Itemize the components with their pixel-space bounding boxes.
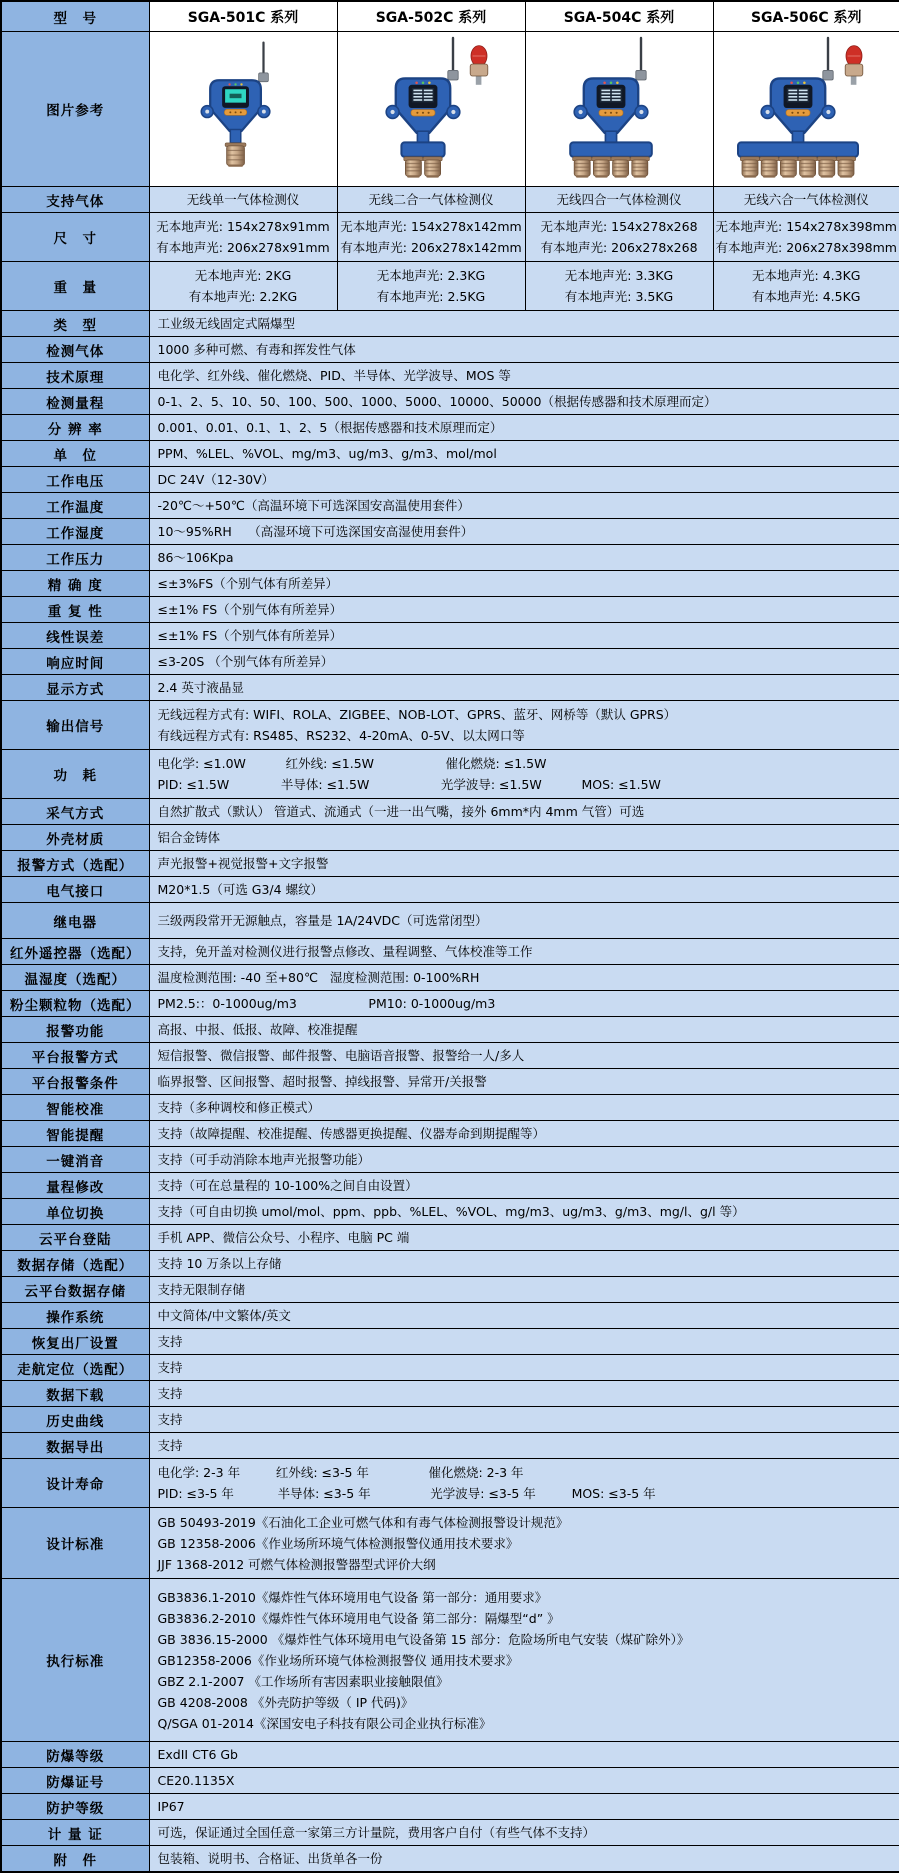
row-label: 报警方式（选配）	[1, 851, 149, 877]
spec-row-36	[1, 1225, 899, 1251]
spec-cell	[149, 1329, 899, 1355]
spec-cell	[149, 1277, 899, 1303]
row-label: 采气方式	[1, 799, 149, 825]
device-image-sga-506c	[718, 32, 894, 180]
device-image-cell-4	[713, 32, 899, 187]
spec-cell	[149, 363, 899, 389]
row-label: 继电器	[1, 903, 149, 939]
row-label: 电气接口	[1, 877, 149, 903]
header-model-sga-501c: SGA-501C 系列	[149, 1, 337, 32]
row-label: 工作温度	[1, 493, 149, 519]
row-label: 工作电压	[1, 467, 149, 493]
row-label: 工作湿度	[1, 519, 149, 545]
spec-text: 支持	[157, 1385, 183, 1401]
spec-text: GB 12358-2006《作业场所环境气体检测报警仪通用技术要求》	[157, 1535, 519, 1551]
spec-text: 支持（可在总量程的 10-100%之间自由设置）	[157, 1177, 418, 1193]
spec-row-32	[1, 1121, 899, 1147]
row-label: 类 型	[1, 311, 149, 337]
row-label: 显示方式	[1, 675, 149, 701]
spec-row-45	[1, 1459, 899, 1508]
spec-text: 临界报警、区间报警、超时报警、掉线报警、异常开/关报警	[157, 1073, 487, 1089]
spec-row-48	[1, 1742, 899, 1768]
spec-cell	[149, 1017, 899, 1043]
spec-row-31	[1, 1095, 899, 1121]
spec-cell	[149, 903, 899, 939]
spec-row-40	[1, 1329, 899, 1355]
spec-cell	[149, 1459, 899, 1508]
spec-cell	[713, 262, 899, 311]
spec-text: 0.001、0.01、0.1、1、2、5（根据传感器和技术原理而定）	[157, 419, 503, 435]
spec-cell	[149, 1433, 899, 1459]
spec-cell	[149, 311, 899, 337]
row-label: 尺 寸	[1, 213, 149, 262]
spec-row-44	[1, 1433, 899, 1459]
spec-text: 86～106Kpa	[157, 549, 234, 565]
device-image-cell-2	[337, 32, 525, 187]
spec-row-0	[1, 187, 899, 213]
spec-cell	[149, 389, 899, 415]
spec-text: 支持	[157, 1359, 183, 1375]
spec-row-35	[1, 1199, 899, 1225]
spec-row-27	[1, 991, 899, 1017]
spec-text: GBZ 2.1-2007 《工作场所有害因素职业接触限值》	[157, 1673, 449, 1689]
spec-text: 有本地声光: 206x278x268	[540, 240, 698, 255]
spec-row-49	[1, 1768, 899, 1794]
row-label: 线性误差	[1, 623, 149, 649]
spec-text: 支持（可手动消除本地声光报警功能）	[157, 1151, 371, 1167]
spec-text: 有本地声光: 206x278x91mm	[156, 240, 330, 255]
spec-text: JJF 1368-2012 可燃气体检测报警器型式评价大纲	[157, 1556, 436, 1572]
row-label: 重 复 性	[1, 597, 149, 623]
spec-row-22	[1, 851, 899, 877]
spec-row-12	[1, 545, 899, 571]
spec-text: 有本地声光: 3.5KG	[564, 289, 674, 304]
row-label: 计 量 证	[1, 1820, 149, 1846]
row-label: 粉尘颗粒物（选配）	[1, 991, 149, 1017]
spec-text: 自然扩散式（默认） 管道式、流通式（一进一出气嘴，接外 6mm*内 4mm 气管）可选	[157, 803, 645, 819]
row-label: 执行标准	[1, 1579, 149, 1742]
spec-row-33	[1, 1147, 899, 1173]
spec-cell	[149, 519, 899, 545]
spec-row-17	[1, 675, 899, 701]
row-label: 支持气体	[1, 187, 149, 213]
spec-text: Q/SGA 01-2014《深国安电子科技有限公司企业执行标准》	[157, 1715, 492, 1731]
spec-cell	[149, 441, 899, 467]
spec-text: 电化学: ≤1.0W 红外线: ≤1.5W 催化燃烧: ≤1.5W	[157, 756, 547, 771]
spec-row-42	[1, 1381, 899, 1407]
row-label: 数据下载	[1, 1381, 149, 1407]
row-label: 智能提醒	[1, 1121, 149, 1147]
header-model-sga-506c: SGA-506C 系列	[713, 1, 899, 32]
spec-text: -20℃～+50℃（高温环境下可选深国安高温使用套件）	[157, 497, 470, 513]
row-label: 防护等级	[1, 1794, 149, 1820]
image-row-label: 图片参考	[1, 32, 149, 187]
spec-text: 电化学: 2-3 年 红外线: ≤3-5 年 催化燃烧: 2-3 年	[157, 1465, 524, 1480]
spec-cell	[149, 1381, 899, 1407]
spec-cell	[149, 799, 899, 825]
spec-cell	[149, 1147, 899, 1173]
row-label: 功 耗	[1, 750, 149, 799]
spec-row-52	[1, 1846, 899, 1873]
spec-text: 支持（故障提醒、校准提醒、传感器更换提醒、仪器寿命到期提醒等）	[157, 1125, 546, 1141]
spec-row-8	[1, 441, 899, 467]
spec-row-3	[1, 311, 899, 337]
spec-cell	[149, 1121, 899, 1147]
spec-row-4	[1, 337, 899, 363]
header-model-label: 型 号	[1, 1, 149, 32]
spec-text: 支持无限制存储	[157, 1281, 246, 1297]
row-label: 附 件	[1, 1846, 149, 1873]
row-label: 检测量程	[1, 389, 149, 415]
spec-row-18	[1, 701, 899, 750]
device-image-sga-504c	[531, 32, 707, 180]
row-label: 输出信号	[1, 701, 149, 750]
image-row	[1, 32, 899, 187]
spec-cell	[149, 337, 899, 363]
spec-text: 电化学、红外线、催化燃烧、PID、半导体、光学波导、MOS 等	[157, 367, 511, 383]
spec-row-20	[1, 799, 899, 825]
device-image-sga-501c	[161, 37, 325, 175]
row-label: 技术原理	[1, 363, 149, 389]
spec-text: PID: ≤1.5W 半导体: ≤1.5W 光学波导: ≤1.5W MOS: ≤1.5W	[157, 777, 661, 792]
spec-cell	[149, 877, 899, 903]
spec-row-46	[1, 1508, 899, 1579]
spec-cell	[713, 187, 899, 213]
spec-cell	[149, 750, 899, 799]
spec-cell	[149, 187, 337, 213]
spec-text: 包装箱、说明书、合格证、出货单各一份	[157, 1850, 383, 1866]
spec-text: ≤±1% FS（个别气体有所差异）	[157, 627, 343, 643]
row-label: 工作压力	[1, 545, 149, 571]
spec-text: 支持（可自由切换 umol/mol、ppm、ppb、%LEL、%VOL、mg/m3、ug/m3、g/m3、mg/l、g/l 等）	[157, 1203, 745, 1219]
spec-text: GB3836.1-2010《爆炸性气体环境用电气设备 第一部分：通用要求》	[157, 1589, 548, 1605]
spec-row-1	[1, 213, 899, 262]
row-label: 数据导出	[1, 1433, 149, 1459]
spec-text: PID: ≤3-5 年 半导体: ≤3-5 年 光学波导: ≤3-5 年 MOS: ≤3-5 年	[157, 1486, 656, 1501]
spec-text: 无本地声光: 4.3KG	[752, 268, 861, 283]
row-label: 分 辨 率	[1, 415, 149, 441]
spec-cell	[149, 467, 899, 493]
spec-text: PM2.5:：0-1000ug/m3 PM10: 0-1000ug/m3	[157, 995, 496, 1011]
spec-table-body	[1, 187, 899, 1873]
row-label: 设计寿命	[1, 1459, 149, 1508]
spec-text: 支持	[157, 1437, 183, 1453]
spec-cell	[149, 1355, 899, 1381]
spec-row-10	[1, 493, 899, 519]
spec-cell	[149, 493, 899, 519]
spec-text: 有本地声光: 2.2KG	[188, 289, 298, 304]
spec-cell	[149, 1095, 899, 1121]
spec-cell	[149, 1199, 899, 1225]
spec-cell	[149, 1407, 899, 1433]
spec-row-2	[1, 262, 899, 311]
spec-row-15	[1, 623, 899, 649]
row-label: 报警功能	[1, 1017, 149, 1043]
spec-text: 温度检测范围: -40 至+80℃ 湿度检测范围: 0-100%RH	[157, 969, 480, 985]
spec-text: ≤±1% FS（个别气体有所差异）	[157, 601, 343, 617]
spec-row-6	[1, 389, 899, 415]
spec-row-13	[1, 571, 899, 597]
spec-text: 有本地声光: 2.5KG	[376, 289, 486, 304]
spec-text: M20*1.5（可选 G3/4 螺纹）	[157, 881, 324, 897]
row-label: 历史曲线	[1, 1407, 149, 1433]
spec-text: 无线二合一气体检测仪	[368, 191, 494, 207]
spec-text: 支持 10 万条以上存储	[157, 1255, 282, 1271]
spec-cell	[149, 415, 899, 441]
row-label: 精 确 度	[1, 571, 149, 597]
spec-text: 支持（多种调校和修正模式）	[157, 1099, 321, 1115]
spec-cell	[149, 1794, 899, 1820]
spec-cell	[149, 1508, 899, 1579]
spec-text: ExdII CT6 Gb	[157, 1746, 238, 1762]
row-label: 一键消音	[1, 1147, 149, 1173]
spec-row-19	[1, 750, 899, 799]
spec-text: 铝合金铸体	[157, 829, 221, 845]
row-label: 云平台登陆	[1, 1225, 149, 1251]
row-label: 防爆证号	[1, 1768, 149, 1794]
header-model-sga-504c: SGA-504C 系列	[525, 1, 713, 32]
spec-text: 无线单一气体检测仪	[186, 191, 300, 207]
spec-text: 支持	[157, 1333, 183, 1349]
spec-text: 三级两段常开无源触点，容量是 1A/24VDC（可选常闭型）	[157, 912, 488, 928]
spec-cell	[525, 213, 713, 262]
spec-text: PPM、%LEL、%VOL、mg/m3、ug/m3、g/m3、mol/mol	[157, 445, 497, 461]
spec-text: 有本地声光: 4.5KG	[752, 289, 861, 304]
row-label: 检测气体	[1, 337, 149, 363]
spec-text: 2.4 英寸液晶显	[157, 679, 244, 695]
row-label: 平台报警方式	[1, 1043, 149, 1069]
spec-row-41	[1, 1355, 899, 1381]
spec-text: 无本地声光: 154x278x398mm	[715, 219, 897, 234]
spec-text: 无线远程方式有: WIFI、ROLA、ZIGBEE、NOB-LOT、GPRS、蓝牙、网桥等（默认 GPRS）	[157, 707, 677, 722]
spec-text: 可选，保证通过全国任意一家第三方计量院，费用客户自付（有些气体不支持）	[157, 1824, 596, 1840]
row-label: 量程修改	[1, 1173, 149, 1199]
device-image-sga-502c	[343, 32, 519, 180]
spec-cell	[149, 1225, 899, 1251]
spec-text: CE20.1135X	[157, 1772, 235, 1788]
spec-cell	[149, 1742, 899, 1768]
spec-text: 中文简体/中文繁体/英文	[157, 1307, 291, 1323]
spec-cell	[149, 1579, 899, 1742]
spec-row-30	[1, 1069, 899, 1095]
row-label: 单 位	[1, 441, 149, 467]
spec-text: 有本地声光: 206x278x142mm	[340, 240, 522, 255]
spec-cell	[149, 623, 899, 649]
row-label: 响应时间	[1, 649, 149, 675]
spec-text: 工业级无线固定式隔爆型	[157, 315, 296, 331]
spec-row-37	[1, 1251, 899, 1277]
spec-text: ≤±3%FS（个别气体有所差异）	[157, 575, 339, 591]
spec-cell	[525, 187, 713, 213]
spec-cell	[149, 701, 899, 750]
spec-cell	[713, 213, 899, 262]
spec-cell	[149, 1768, 899, 1794]
spec-row-38	[1, 1277, 899, 1303]
spec-text: ≤3-20S （个别气体有所差异）	[157, 653, 334, 669]
spec-text: 有本地声光: 206x278x398mm	[715, 240, 897, 255]
spec-text: GB 3836.15-2000 《爆炸性气体环境用电气设备第 15 部分：危险场所电气安装（煤矿除外）》	[157, 1631, 690, 1647]
spec-cell	[149, 965, 899, 991]
spec-cell	[337, 262, 525, 311]
spec-text: 0-1、2、5、10、50、100、500、1000、5000、10000、50000（根据传感器和技术原理而定）	[157, 393, 717, 409]
row-label: 防爆等级	[1, 1742, 149, 1768]
row-label: 智能校准	[1, 1095, 149, 1121]
spec-text: GB 4208-2008 《外壳防护等级（ IP 代码)》	[157, 1694, 414, 1710]
spec-row-26	[1, 965, 899, 991]
spec-text: 10～95%RH （高湿环境下可选深国安高湿使用套件）	[157, 523, 474, 539]
spec-row-21	[1, 825, 899, 851]
spec-text: 手机 APP、微信公众号、小程序、电脑 PC 端	[157, 1229, 410, 1245]
spec-text: GB 50493-2019《石油化工企业可燃气体和有毒气体检测报警设计规范》	[157, 1514, 569, 1530]
spec-text: 无本地声光: 154x278x91mm	[156, 219, 330, 234]
row-label: 操作系统	[1, 1303, 149, 1329]
spec-cell	[525, 262, 713, 311]
spec-cell	[149, 825, 899, 851]
row-label: 云平台数据存储	[1, 1277, 149, 1303]
spec-cell	[149, 939, 899, 965]
row-label: 温湿度（选配）	[1, 965, 149, 991]
spec-text: DC 24V（12-30V）	[157, 471, 275, 487]
spec-text: 无本地声光: 2KG	[194, 268, 292, 283]
spec-cell	[149, 597, 899, 623]
spec-cell	[149, 851, 899, 877]
spec-cell	[149, 262, 337, 311]
header-row	[1, 1, 899, 32]
spec-cell	[149, 1043, 899, 1069]
spec-row-50	[1, 1794, 899, 1820]
spec-row-39	[1, 1303, 899, 1329]
spec-row-5	[1, 363, 899, 389]
spec-cell	[149, 1820, 899, 1846]
spec-text: 声光报警+视觉报警+文字报警	[157, 855, 329, 871]
spec-cell	[149, 545, 899, 571]
header-model-sga-502c: SGA-502C 系列	[337, 1, 525, 32]
spec-cell	[149, 1251, 899, 1277]
spec-row-25	[1, 939, 899, 965]
spec-cell	[149, 675, 899, 701]
spec-row-14	[1, 597, 899, 623]
spec-cell	[337, 187, 525, 213]
row-label: 走航定位（选配）	[1, 1355, 149, 1381]
spec-row-28	[1, 1017, 899, 1043]
spec-cell	[149, 649, 899, 675]
device-image-cell-3	[525, 32, 713, 187]
spec-cell	[149, 1303, 899, 1329]
spec-text: 无本地声光: 3.3KG	[564, 268, 674, 283]
spec-row-23	[1, 877, 899, 903]
spec-cell	[149, 1173, 899, 1199]
spec-text: 1000 多种可燃、有毒和挥发性气体	[157, 341, 356, 357]
spec-text: 无本地声光: 154x278x268	[540, 219, 698, 234]
spec-row-11	[1, 519, 899, 545]
spec-row-24	[1, 903, 899, 939]
spec-cell	[149, 571, 899, 597]
spec-cell	[149, 1846, 899, 1873]
row-label: 恢复出厂设置	[1, 1329, 149, 1355]
spec-text: 高报、中报、低报、故障、校准提醒	[157, 1021, 358, 1037]
spec-row-7	[1, 415, 899, 441]
spec-row-9	[1, 467, 899, 493]
spec-text: GB3836.2-2010《爆炸性气体环境用电气设备 第二部分：隔爆型“d” 》	[157, 1610, 560, 1626]
row-label: 外壳材质	[1, 825, 149, 851]
spec-text: 无线四合一气体检测仪	[556, 191, 682, 207]
row-label: 重 量	[1, 262, 149, 311]
spec-text: 无本地声光: 154x278x142mm	[340, 219, 522, 234]
spec-row-47	[1, 1579, 899, 1742]
row-label: 红外遥控器（选配）	[1, 939, 149, 965]
row-label: 数据存储（选配）	[1, 1251, 149, 1277]
row-label: 平台报警条件	[1, 1069, 149, 1095]
device-image-cell-1	[149, 32, 337, 187]
spec-cell	[337, 213, 525, 262]
spec-text: 支持	[157, 1411, 183, 1427]
spec-cell	[149, 991, 899, 1017]
spec-text: 支持，免开盖对检测仪进行报警点修改、量程调整、气体校准等工作	[157, 943, 533, 959]
spec-cell	[149, 213, 337, 262]
spec-text: GB12358-2006《作业场所环境气体检测报警仪 通用技术要求》	[157, 1652, 519, 1668]
spec-row-43	[1, 1407, 899, 1433]
spec-row-34	[1, 1173, 899, 1199]
row-label: 单位切换	[1, 1199, 149, 1225]
spec-text: IP67	[157, 1798, 185, 1814]
spec-cell	[149, 1069, 899, 1095]
spec-text: 无本地声光: 2.3KG	[376, 268, 486, 283]
spec-row-16	[1, 649, 899, 675]
spec-text: 有线远程方式有: RS485、RS232、4-20mA、0-5V、以太网口等	[157, 728, 525, 743]
row-label: 设计标准	[1, 1508, 149, 1579]
spec-row-29	[1, 1043, 899, 1069]
spec-row-51	[1, 1820, 899, 1846]
spec-text: 无线六合一气体检测仪	[743, 191, 869, 207]
spec-text: 短信报警、微信报警、邮件报警、电脑语音报警、报警给一人/多人	[157, 1047, 525, 1063]
